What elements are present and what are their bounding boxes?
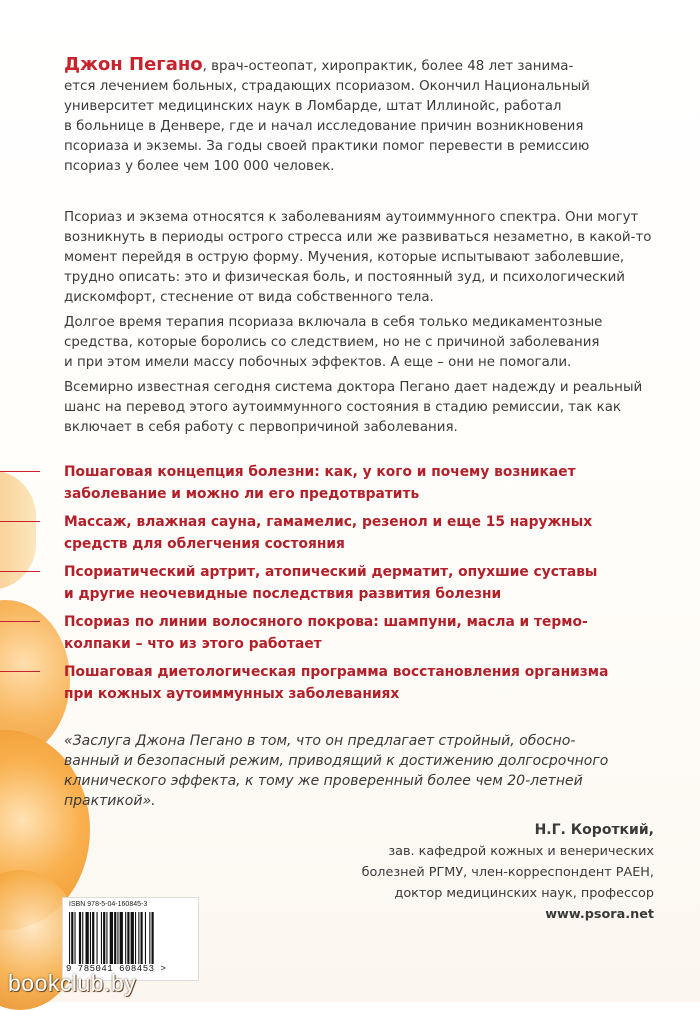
bullet-rule — [0, 621, 40, 622]
bullet-rule — [0, 671, 40, 672]
endorser-title: зав. кафедрой кожных и венерических — [388, 844, 654, 859]
text-line: Всемирно известная сегодня система доктора Пегано дает надежду и реальный — [64, 380, 643, 395]
text-line: дискомфорт, стеснение от вида собственного тела. — [64, 290, 434, 305]
paragraph-system — [64, 378, 654, 438]
feature-text: при кожных аутоиммунных заболеваниях — [64, 686, 400, 702]
feature-text: колпаки – что из этого работает — [64, 636, 322, 652]
quote-line: ванный и безопасный режим, приводящий к достижению долгосрочного — [64, 753, 609, 769]
barcode-bars — [69, 912, 191, 964]
quote-line: «Заслуга Джона Пегано в том, что он предлагает стройный, обосно- — [64, 733, 576, 749]
bullet-rule — [0, 471, 40, 472]
text-line: шанс на перевод этого аутоиммунного состояния в стадию ремиссии, так как — [64, 400, 622, 415]
feature-text: Псориатический артрит, атопический дерматит, опухшие суставы — [64, 564, 598, 580]
feature-text: Пошаговая концепция болезни: как, у кого и почему возникает — [64, 464, 576, 480]
endorser-name: Н.Г. Короткий, — [534, 822, 654, 838]
feature-text: заболевание и можно ли его предотвратить — [64, 486, 420, 502]
bio-line: университет медицинских наук в Ломбарде, штат Иллинойс, работал — [64, 99, 562, 114]
bio-line: псориаз у более чем 100 000 человек. — [64, 159, 335, 174]
website-link[interactable]: www.psora.net — [545, 907, 654, 922]
bio-line: псориаза и экземы. За годы своей практики помог перевести в ремиссию — [64, 139, 590, 154]
quote-line: клинического эффекта, к тому же проверенный более чем 20-летней — [64, 773, 583, 789]
endorser-title: доктор медицинских наук, профессор — [394, 886, 654, 901]
bio-line: в больнице в Денвере, где и начал исследование причин возникновения — [64, 119, 584, 134]
endorser-title: болезней РГМУ, член-корреспондент РАЕН, — [361, 865, 654, 880]
feature-text: Псориаз по линии волосяного покрова: шампуни, масла и термо- — [64, 614, 588, 630]
text-line: момент перейдя в острую форму. Мучения, которые испытывают заболевшие, — [64, 250, 625, 265]
bullet-rule — [0, 521, 40, 522]
author-name: Джон Пегано — [64, 54, 203, 75]
text-line: Долгое время терапия псориаза включала в себя только медикаментозные — [64, 315, 603, 330]
paragraph-therapy — [64, 313, 654, 373]
paragraph-intro — [64, 208, 654, 308]
feature-text: Массаж, влажная сауна, гамамелис, резенол и еще 15 наружных — [64, 514, 593, 530]
quote-line: практикой». — [64, 793, 156, 809]
feature-item — [0, 461, 660, 511]
feature-item — [0, 611, 660, 661]
bullet-rule — [0, 571, 40, 572]
endorser-signature — [234, 820, 654, 925]
endorsement-quote — [64, 731, 654, 811]
bio-line: ется лечением больных, страдающих псориазом. Окончил Национальный — [64, 79, 590, 94]
feature-item — [0, 561, 660, 611]
site-watermark: bookclub.by — [8, 970, 137, 996]
feature-list — [0, 461, 660, 711]
isbn-label: ISBN 978-5-04-160845-3 — [69, 901, 148, 908]
ean-number: 9 785041 608453 > — [66, 964, 167, 974]
feature-text: и другие неочевидные последствия развития болезни — [64, 586, 502, 602]
text-line: трудно описать: это и физическая боль, и постоянный зуд, и психологический — [64, 270, 625, 285]
feature-item — [0, 661, 660, 711]
feature-item — [0, 511, 660, 561]
text-line: Псориаз и экзема относятся к заболеваниям аутоиммунного спектра. Они могут — [64, 210, 639, 225]
text-line: средства, которые боролись со следствием, но не с причиной заболевания — [64, 335, 600, 350]
text-line: включает в себя работу с первопричиной заболевания. — [64, 420, 458, 435]
feature-text: средств для облегчения состояния — [64, 536, 345, 552]
barcode — [62, 897, 199, 981]
feature-text: Пошаговая диетологическая программа восстановления организма — [64, 664, 609, 680]
bio-line: , врач-остеопат, хиропрактик, более 48 лет занима- — [202, 59, 574, 74]
text-line: и при этом имели массу побочных эффектов. А еще – они не помогали. — [64, 355, 572, 370]
author-bio — [64, 55, 654, 177]
text-line: возникнуть в периоды острого стресса или же развиваться незаметно, в какой-то — [64, 230, 652, 245]
